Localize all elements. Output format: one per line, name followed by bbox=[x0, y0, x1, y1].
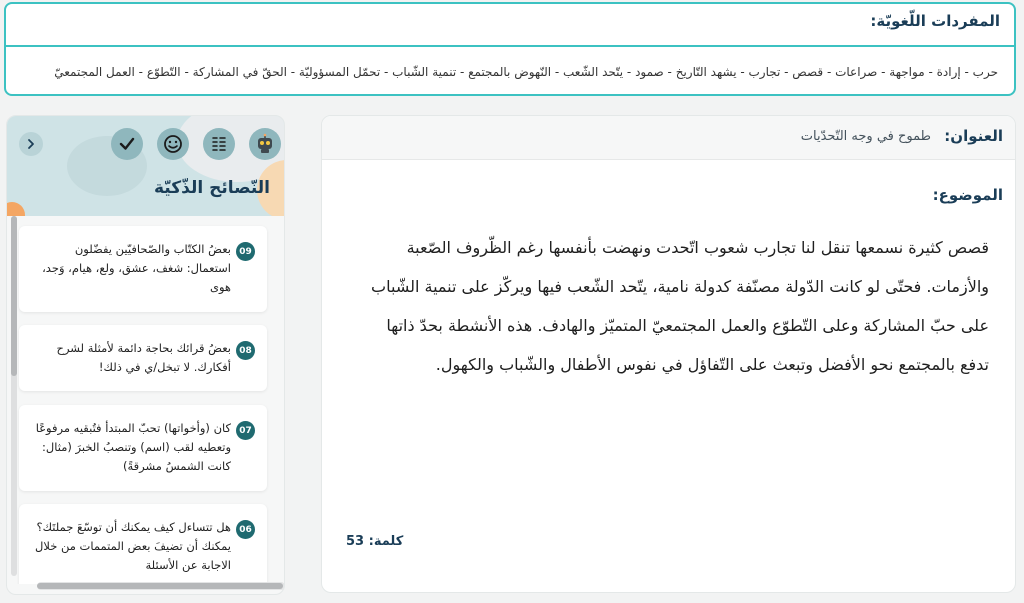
tip-text: كان (وأخواتها) تحبّ المبتدأ فتُبقيه مرفوعًا وتعطيه لقب (اسم) وتنصبُ الخبرَ (مثال: كانت الشمسُ مشرقةً) bbox=[35, 421, 231, 473]
title-bar bbox=[322, 116, 1015, 160]
tip-number-badge: 07 bbox=[236, 421, 255, 440]
word-count bbox=[346, 534, 403, 549]
tip-card[interactable] bbox=[19, 226, 267, 312]
sidebar-toolbar bbox=[17, 126, 279, 162]
robot-icon[interactable] bbox=[249, 128, 281, 160]
sidebar-horizontal-scroll-thumb[interactable] bbox=[37, 583, 283, 589]
list-icon[interactable] bbox=[203, 128, 235, 160]
tip-card[interactable] bbox=[19, 325, 267, 391]
sidebar-title: النّصائح الذّكيّة bbox=[153, 178, 270, 198]
tip-text: بعضُ الكتّاب والصّحافيّين يفضّلون استعمال: شغف، عشق، ولع، هيام، وَجد، هوى bbox=[42, 242, 231, 294]
vocabulary-panel bbox=[4, 2, 1016, 96]
tip-text: هل تتساءل كيف يمكنك أن توسّعَ جملتَك؟ يمكنك أن تضيفَ بعض المتممات من خلال الاجابة عن الأسئلة bbox=[34, 520, 231, 572]
chevron-right-icon[interactable] bbox=[19, 132, 43, 156]
essay-text-area[interactable]: قصص كثيرة نسمعها تنقل لنا تجارب شعوب اتّحدت ونهضت بأنفسها رغم الظّروف الصّعبة والأزمات. فحتّى لو كانت الدّولة مصنّفة كدولة نامية، يتّحد الشّعب فيها ويركّز على تنمية الشّباب على حبّ المشاركة وعلى التّطوّع والعمل المجتمعيّ المتميّز والهادف. هذه الأنشطة بحدّ ذاتها تدفع بالمجتمع نحو الأفضل وتبعث على التّفاؤل في نفوس الأطفال والشّباب والكهول. bbox=[371, 238, 989, 374]
tips-list bbox=[17, 224, 271, 584]
check-icon[interactable] bbox=[111, 128, 143, 160]
smart-tips-sidebar bbox=[6, 115, 285, 595]
tip-number-badge: 06 bbox=[236, 520, 255, 539]
tip-number-badge: 08 bbox=[236, 341, 255, 360]
title-label: العنوان: bbox=[944, 127, 1003, 145]
title-input[interactable]: طموح في وجه التّحدّيات bbox=[800, 129, 931, 144]
vocabulary-words: حرب - إرادة - مواجهة - صراعات - قصص - تجارب - يشهد التّاريخ - صمود - يتّحد الشّعب - النّهوض بالمجتمع - تنمية الشّباب - تحمّل المسؤوليّة - الحقّ في المشاركة - التّطوّع - العمل المجتمعيّ bbox=[54, 65, 998, 79]
sidebar-header bbox=[7, 116, 284, 216]
tip-card[interactable] bbox=[19, 405, 267, 491]
vocabulary-divider bbox=[6, 45, 1014, 47]
vocabulary-title: المفردات اللّغويّة: bbox=[870, 12, 1000, 30]
word-count-label: كلمة: bbox=[368, 534, 404, 549]
tip-text: بعضُ قرائك بحاجة دائمة لأمثلة لشرح أفكارك. لا تبخل/ي في ذلك! bbox=[56, 341, 231, 374]
word-count-value: 53 bbox=[346, 534, 365, 549]
editor-panel bbox=[321, 115, 1016, 593]
sidebar-horizontal-scrollbar[interactable] bbox=[37, 582, 285, 590]
tip-card[interactable] bbox=[19, 504, 267, 584]
tip-number-badge: 09 bbox=[236, 242, 255, 261]
topic-label: الموضوع: bbox=[932, 186, 1003, 204]
smiley-icon[interactable] bbox=[157, 128, 189, 160]
